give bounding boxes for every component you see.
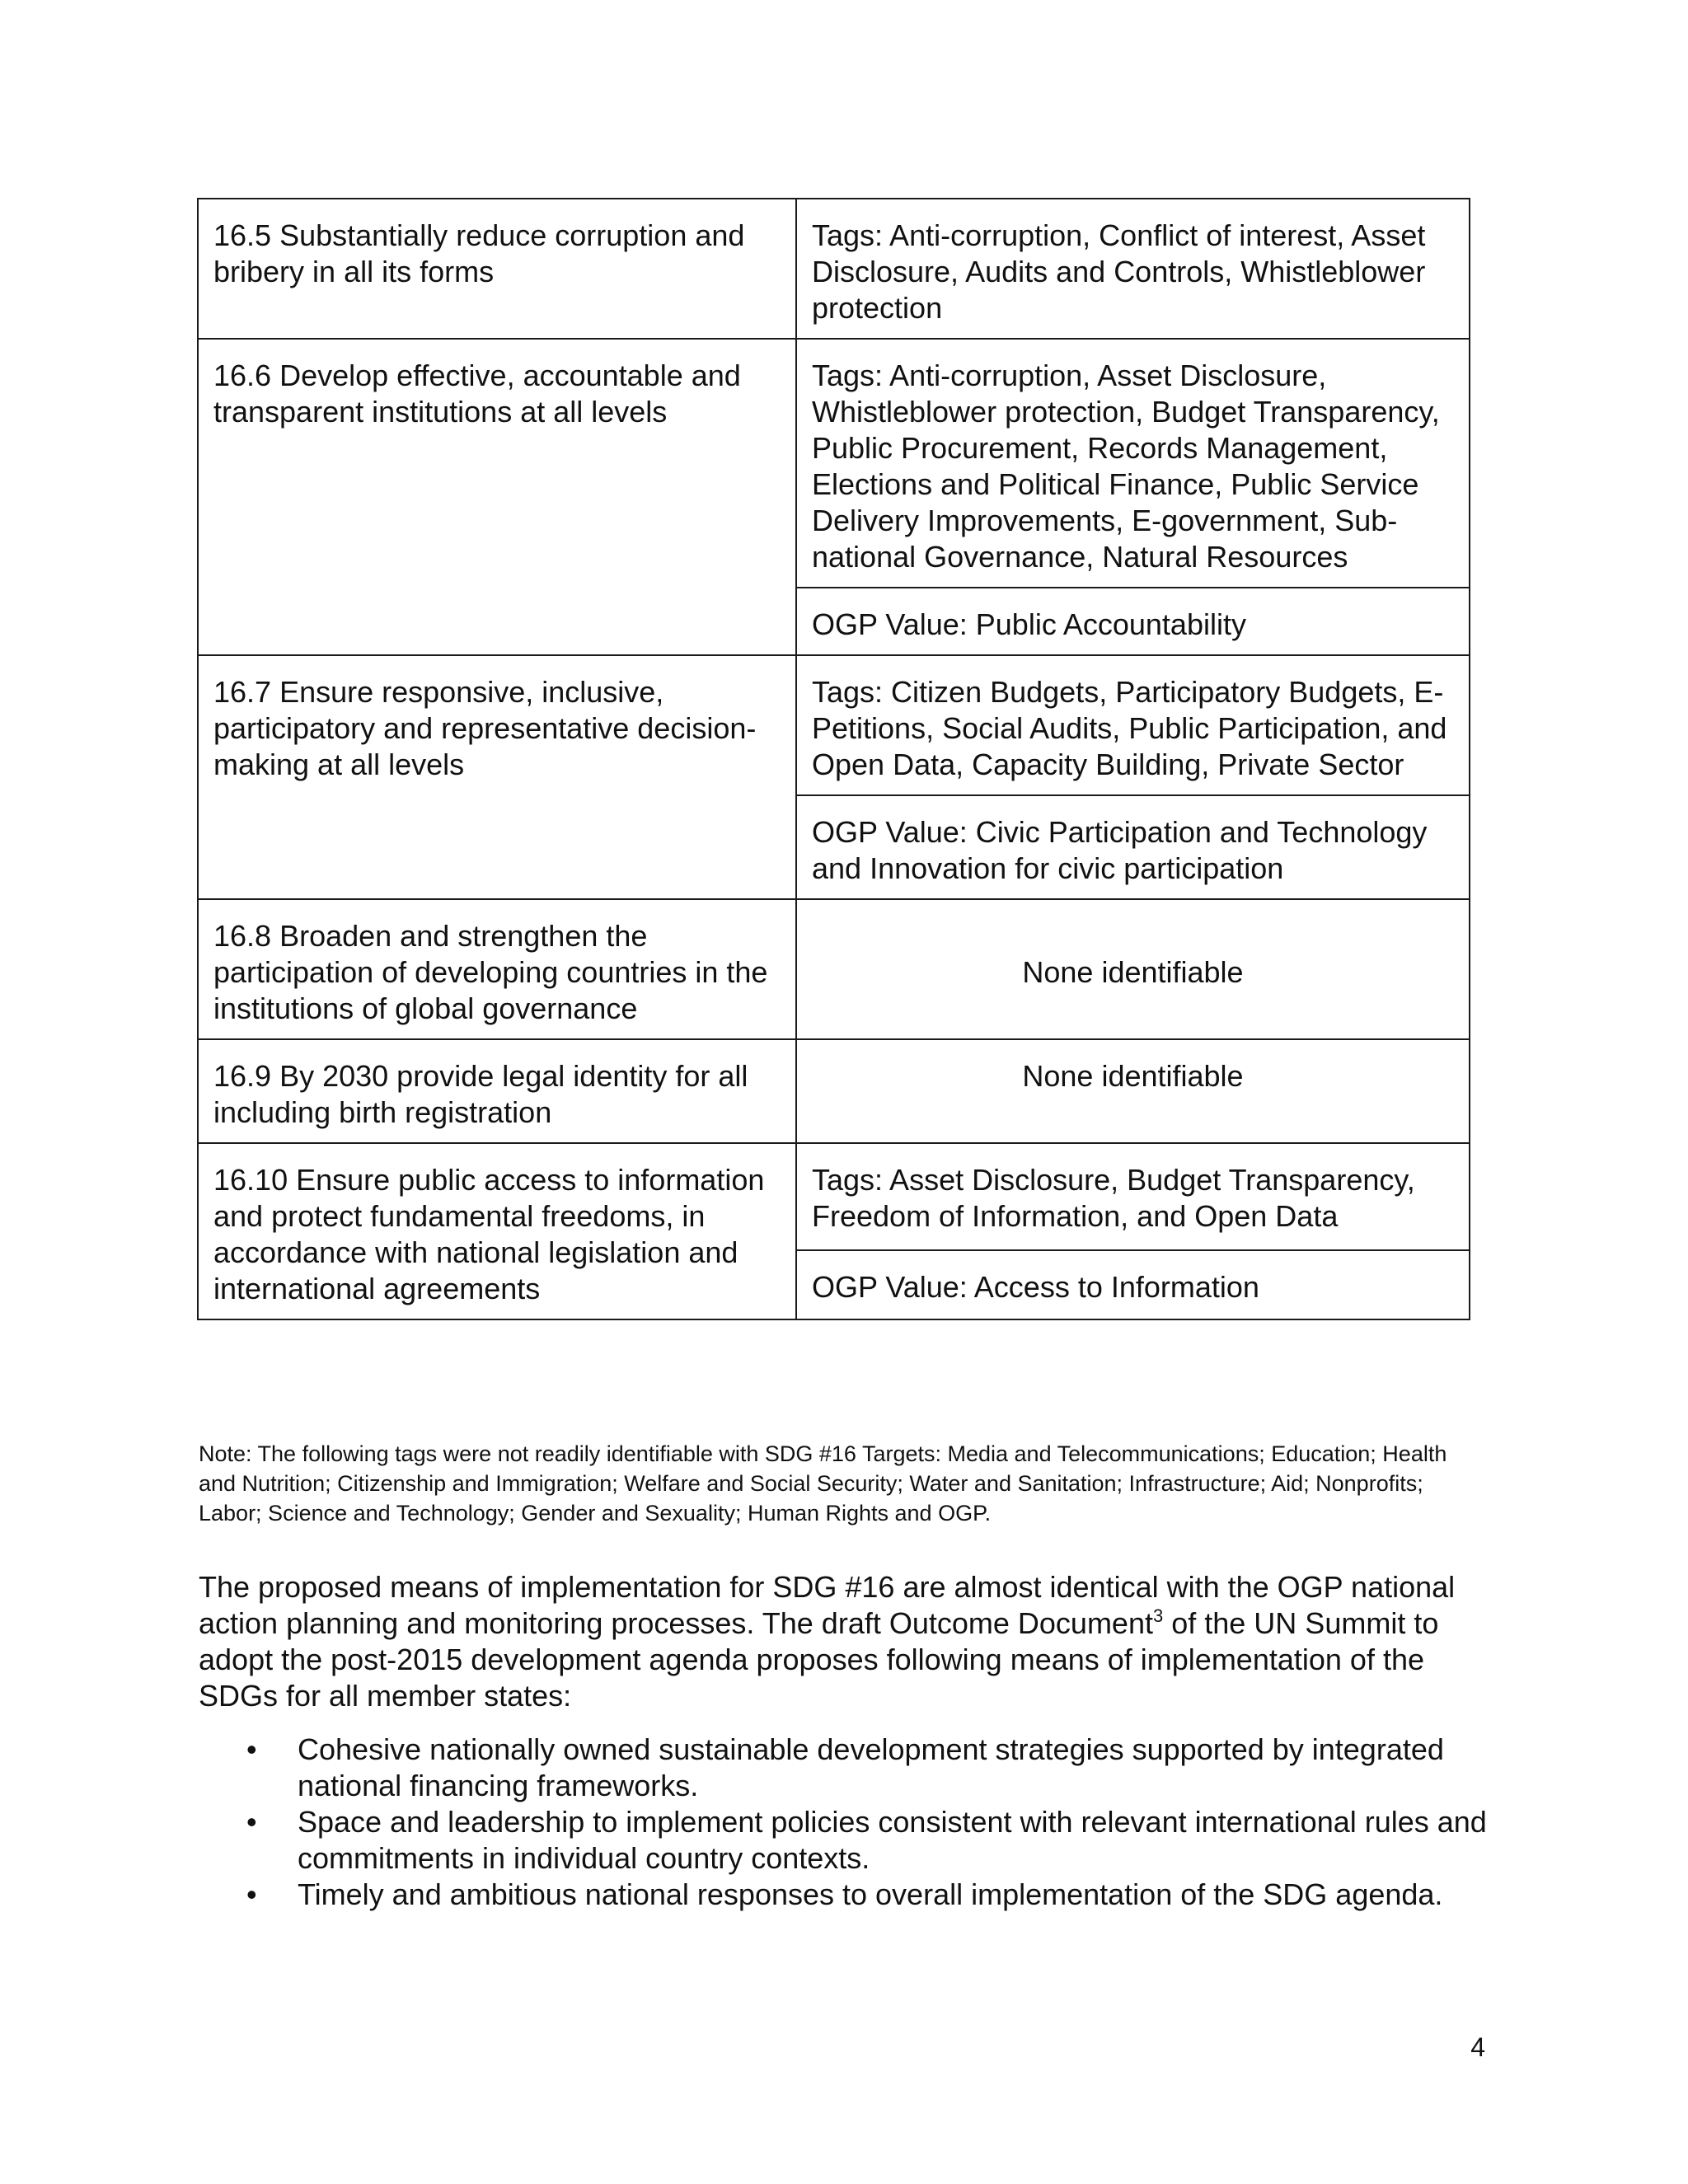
table-row: [198, 339, 1470, 588]
ogp-value-cell: OGP Value: Civic Participation and Technology and Innovation for civic participation: [796, 795, 1470, 899]
table-row: [198, 1039, 1470, 1143]
table-row: [198, 655, 1470, 795]
target-cell: 16.7 Ensure responsive, inclusive, participatory and representative decision-making at all levels: [198, 655, 796, 899]
table-note: Note: The following tags were not readily identifiable with SDG #16 Targets: Media and Telecommunications; Education; Health and Nutrition; Citizenship and Immigration; Welfare and Social Security; Water and Sanitation; Infrastructure; Aid; Nonprofits; Labor; Science and Technology; Gender and Sexuality; Human Rights and OGP.: [199, 1441, 1447, 1526]
target-cell: 16.6 Develop effective, accountable and transparent institutions at all levels: [198, 339, 796, 655]
implementation-list: [199, 1732, 1501, 1913]
tags-cell: Tags: Citizen Budgets, Participatory Budgets, E-Petitions, Social Audits, Public Participation, and Open Data, Capacity Building, Private Sector: [796, 655, 1470, 795]
list-item-text: Space and leadership to implement policies consistent with relevant international rules and commitments in individual country contexts.: [298, 1805, 1487, 1875]
tags-cell: Tags: Asset Disclosure, Budget Transparency, Freedom of Information, and Open Data: [796, 1143, 1470, 1250]
bullet-icon: •: [246, 1805, 257, 1839]
list-item: [199, 1732, 1501, 1804]
tags-cell: Tags: Anti-corruption, Asset Disclosure, Whistleblower protection, Budget Transparency, Public Procurement, Records Management, Elections and Political Finance, Public Service Delivery Improvements, E-government, Sub-national Governance, Natural Resources: [796, 339, 1470, 588]
page-number: 4: [1470, 2032, 1485, 2062]
footnote-reference: 3: [1152, 1605, 1164, 1626]
sdg-targets-table: [197, 198, 1470, 1320]
table-row: [198, 199, 1470, 339]
list-item: [199, 1877, 1501, 1913]
body-paragraph: [199, 1569, 1484, 1714]
list-item-text: Cohesive nationally owned sustainable development strategies supported by integrated national financing frameworks.: [298, 1732, 1444, 1802]
paragraph-text-before: The proposed means of implementation for SDG #16 are almost identical with the OGP national action planning and monitoring processes. The draft Outcome Document: [199, 1570, 1456, 1640]
tags-cell: None identifiable: [796, 1039, 1470, 1143]
target-cell: 16.8 Broaden and strengthen the participation of developing countries in the institutions of global governance: [198, 899, 796, 1039]
ogp-value-cell: OGP Value: Public Accountability: [796, 588, 1470, 655]
bullet-icon: •: [246, 1877, 257, 1911]
ogp-value-cell: OGP Value: Access to Information: [796, 1250, 1470, 1319]
tags-cell: Tags: Anti-corruption, Conflict of interest, Asset Disclosure, Audits and Controls, Whistleblower protection: [796, 199, 1470, 339]
list-item-text: Timely and ambitious national responses to overall implementation of the SDG agenda.: [298, 1877, 1443, 1911]
target-cell: 16.10 Ensure public access to information and protect fundamental freedoms, in accordance with national legislation and international agreements: [198, 1143, 796, 1319]
tags-cell: None identifiable: [796, 899, 1470, 1039]
bullet-icon: •: [246, 1732, 257, 1766]
list-item: [199, 1804, 1501, 1877]
target-cell: 16.5 Substantially reduce corruption and bribery in all its forms: [198, 199, 796, 339]
table-row: [198, 899, 1470, 1039]
target-cell: 16.9 By 2030 provide legal identity for all including birth registration: [198, 1039, 796, 1143]
table-row: [198, 1143, 1470, 1250]
paragraph-text-after: of the UN Summit to adopt the post-2015 development agenda proposes following means of implementation of the SDGs for all member states:: [199, 1606, 1439, 1713]
